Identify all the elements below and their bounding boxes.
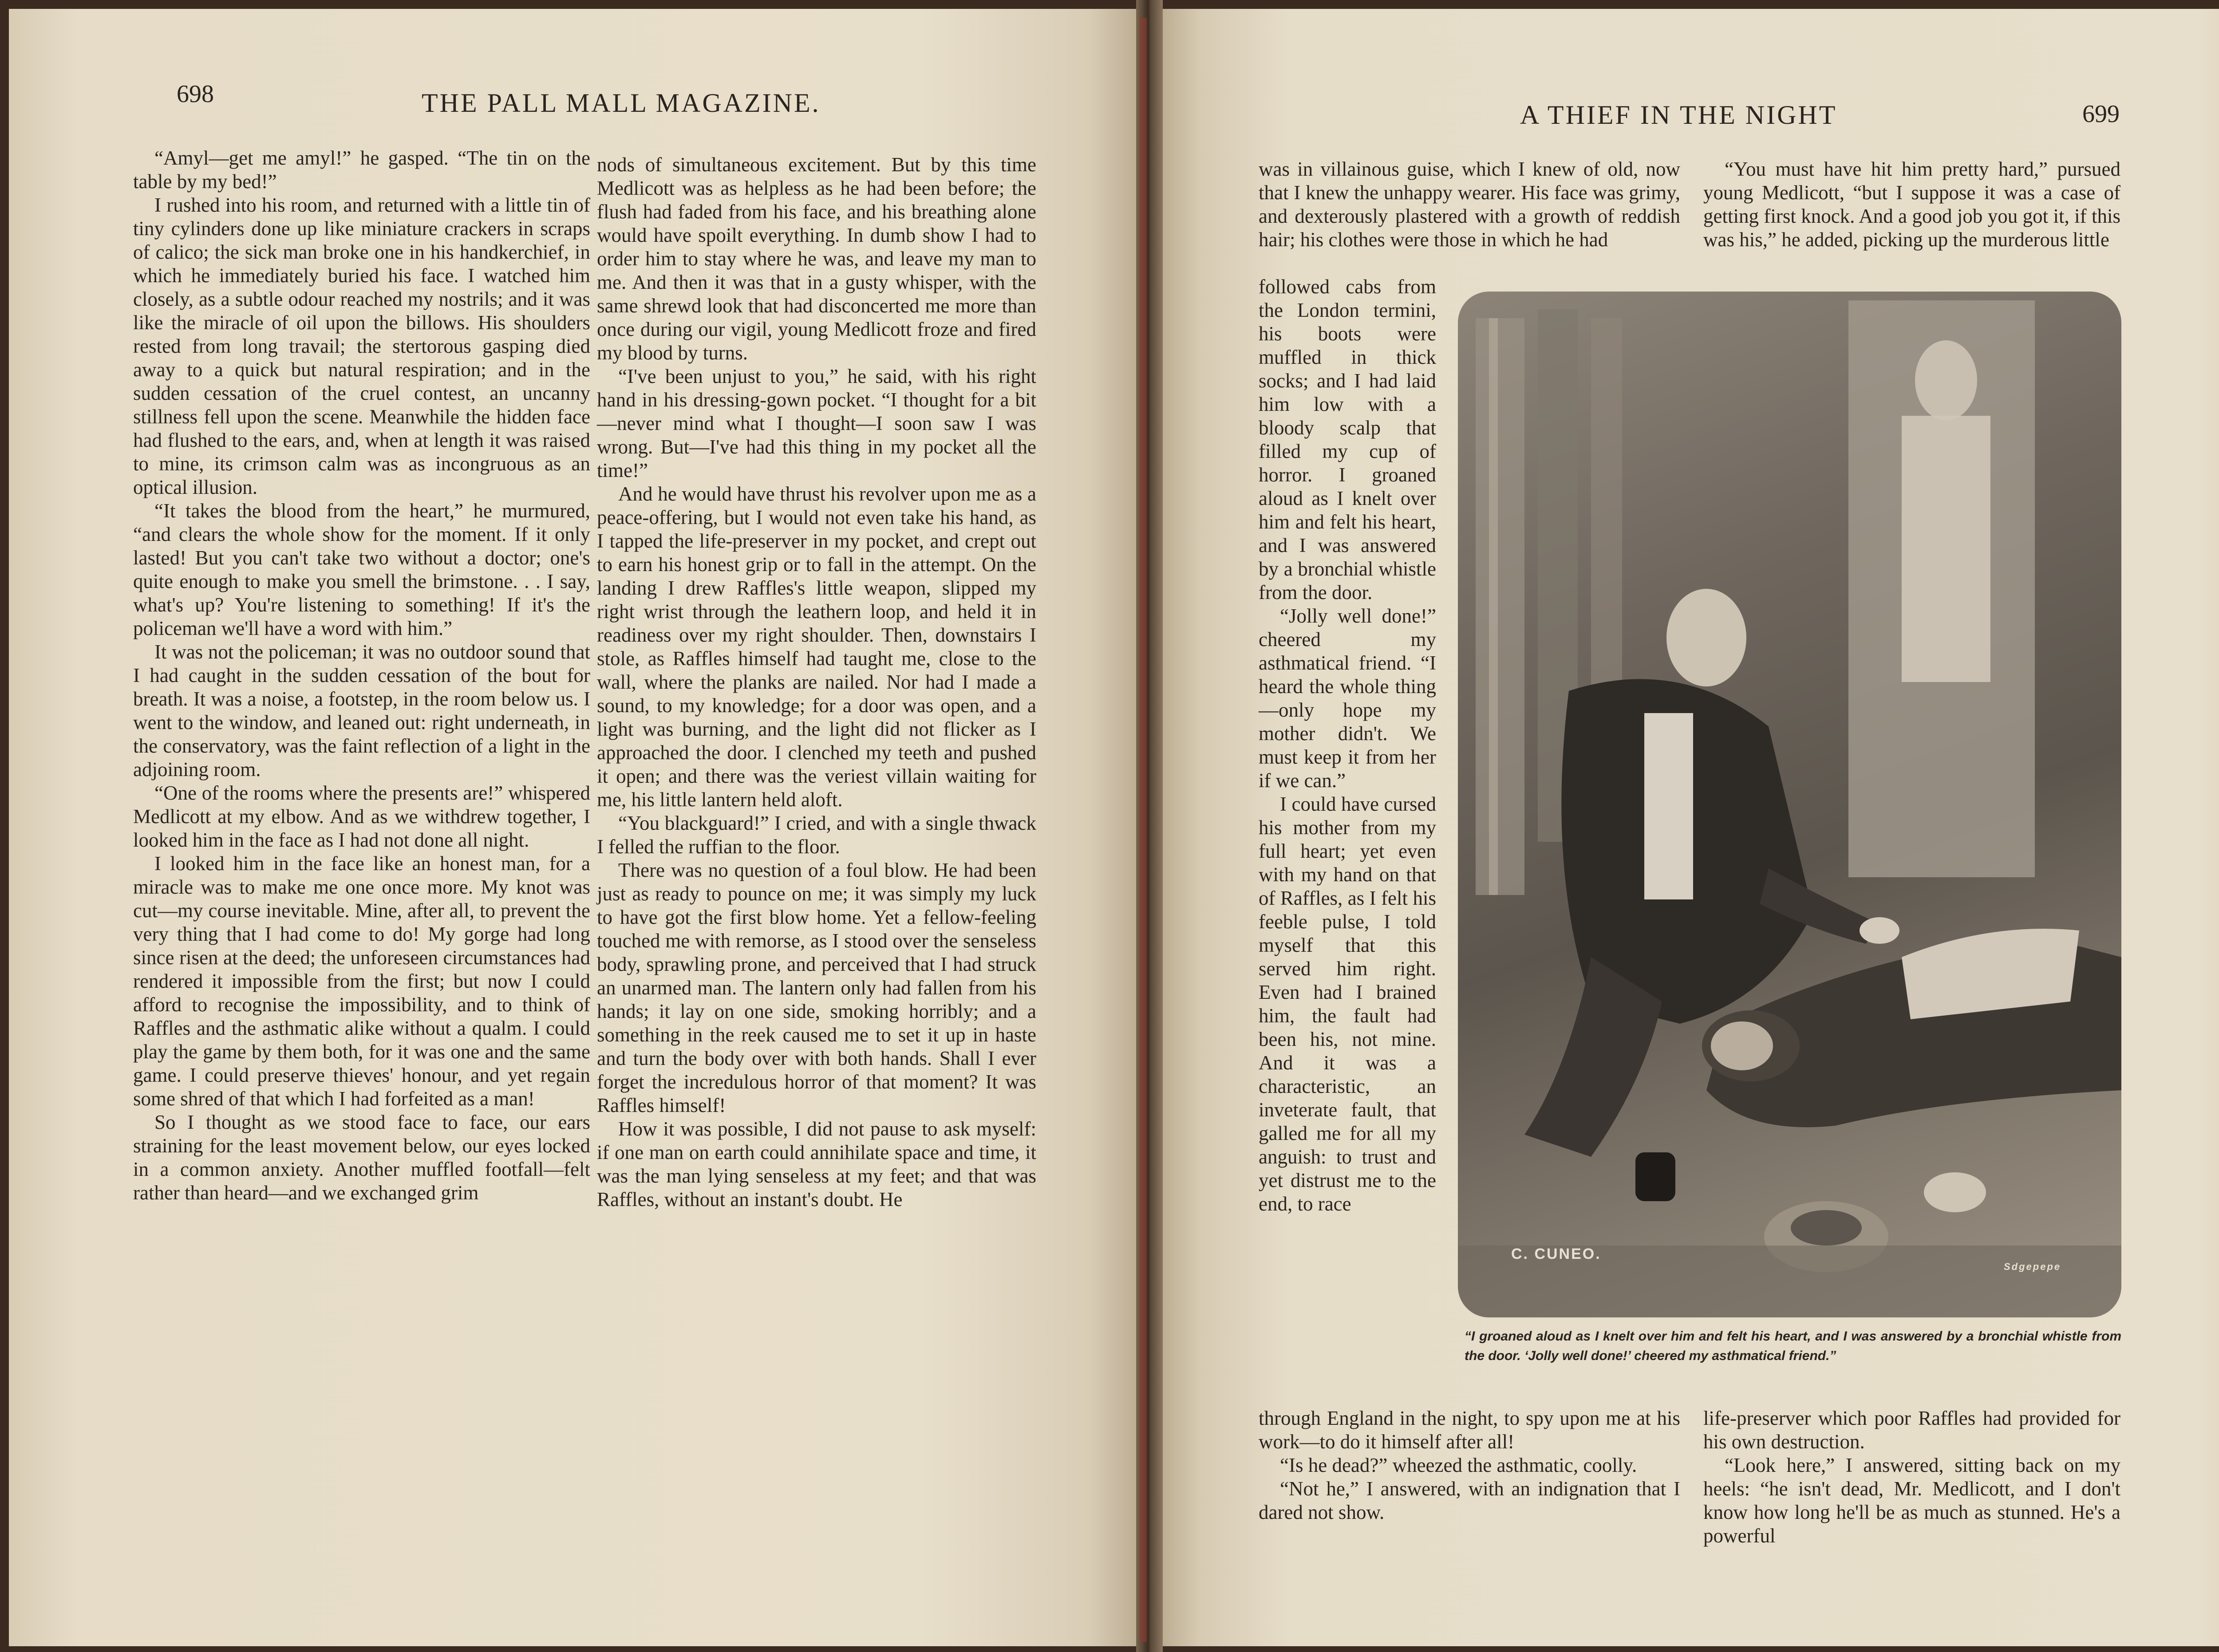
right-column-1-top [1259, 158, 1680, 252]
paragraph: through England in the night, to spy upon me at his work—to do it himself after all! [1259, 1407, 1680, 1453]
artist-signature: C. CUNEO. [1511, 1246, 1601, 1262]
left-running-head: THE PALL MALL MAGAZINE. [422, 88, 821, 118]
paragraph: “Jolly well done!” cheered my asthmatical friend. “I heard the whole thing—only hope my mother didn't. We must keep it from her if we can.” [1259, 605, 1436, 792]
paragraph: I looked him in the face like an honest man, for a miracle was to make me one once more. My knot was cut—my course inevitable. Mine, after all, to prevent the very thing that I had come to do! My gorge had long since risen at the deed; the unforeseen circumstances had rendered it impossible from the first; but now I could afford to recognise the impossibility, and to think of Raffles and the asthmatic alike without a qualm. I could play the game by them both, for it was one and the same game. I could preserve thieves' honour, and yet regain some shred of that which I had forfeited as a man! [133, 852, 590, 1110]
paragraph: “Not he,” I answered, with an indignation that I dared not show. [1259, 1478, 1680, 1523]
paragraph: “You blackguard!” I cried, and with a single thwack I felled the ruffian to the floor. [597, 812, 1036, 858]
paragraph: nods of simultaneous excitement. But by this time Medlicott was as helpless as he had been before; the flush had faded from his face, and his breathing alone would have spoilt everything. In dumb show I had to order him to stay where he was, and leave my man to me. And then it was that in a gusty whisper, with the same shrewd look that had disconcerted me more than once during our vigil, young Medlicott froze and fired my blood by turns. [597, 154, 1036, 364]
illustration [1458, 292, 2121, 1317]
right-running-head: A THIEF IN THE NIGHT [1520, 100, 1837, 130]
paragraph: It was not the policeman; it was no outdoor sound that I had caught in the sudden cessation of the bout for breath. It was a noise, a footstep, in the room below us. I went to the window, and leaned out: right underneath, in the conservatory, was the faint reflection of a light in the adjoining room. [133, 641, 590, 781]
paragraph: followed cabs from the London termini, his boots were muffled in thick socks; and I had laid him low with a bloody scalp that filled my cup of horror. I groaned aloud as I knelt over him and felt his heart, and I was answered by a bronchial whistle from the door. [1259, 276, 1436, 603]
paragraph: “I've been unjust to you,” he said, with his right hand in his dressing-gown pocket. “I thought for a bit—never mind what I thought—I soon saw I was wrong. But—I've had this thing in my pocket all the time!” [597, 365, 1036, 481]
left-page-number: 698 [177, 80, 214, 108]
paragraph: life-preserver which poor Raffles had provided for his own destruction. [1703, 1407, 2120, 1453]
paragraph: “Is he dead?” wheezed the asthmatic, coolly. [1280, 1454, 1637, 1476]
left-column-2 [597, 153, 1036, 1211]
right-column-2-top [1703, 158, 2120, 252]
paragraph: “Look here,” I answered, sitting back on my heels: “he isn't dead, Mr. Medlicott, and I don't know how long he'll be as much as stunned. He's a powerful [1703, 1454, 2120, 1547]
right-page-number: 699 [2082, 100, 2120, 128]
engraver-signature: Sdgepepe [2004, 1261, 2061, 1272]
paragraph: “You must have hit him pretty hard,” pursued young Medlicott, “but I suppose it was a case of getting first knock. And a good job you got it, if this was his,” he added, picking up the murderous little [1703, 158, 2120, 251]
paragraph: was in villainous guise, which I knew of old, now that I knew the unhappy wearer. His face was grimy, and dexterously plastered with a growth of reddish hair; his clothes were those in which he had [1259, 158, 1680, 251]
paragraph: “It takes the blood from the heart,” he murmured, “and clears the whole show for the moment. If it only lasted! But you can't take two without a doctor; one's quite enough to make you smell the brimstone. . . I say, what's up? You're listening to something! If it's the policeman we'll have a word with him.” [133, 500, 590, 639]
left-column-1 [133, 146, 590, 1205]
binding-edge [1140, 18, 1147, 1642]
illustration-drawing [1458, 292, 2121, 1317]
paragraph: And he would have thrust his revolver upon me as a peace-offering, but I would not even take his hand, as I tapped the life-preserver in my pocket, and crept out to earn his honest grip or to fall in the attempt. On the landing I drew Raffles's little weapon, slipped my right wrist through the leathern loop, and held it in readiness over my right shoulder. Then, downstairs I stole, as Raffles himself had taught me, close to the wall, where the planks are nailed. Nor had I made a sound, to my knowledge; for a door was open, and a light was burning, and the light did not flicker as I approached the door. I clenched my teeth and pushed it open; and there was the veriest villain waiting for me, his little lantern held aloft. [597, 483, 1036, 811]
paragraph: I rushed into his room, and returned with a little tin of tiny cylinders done up like miniature crackers in scraps of calico; the sick man broke one in his handkerchief, in which he immediately buried his face. I watched him closely, as a subtle odour reached my nostrils; and it was like the miracle of oil upon the billows. His shoulders rested from long travail; the stertorous gasping died away to a quick but natural respiration; and in the sudden cessation of the cruel contest, an uncanny stillness fell upon the scene. Meanwhile the hidden face had flushed to the ears, and, when at length it was raised to mine, its crimson calm was as incongruous as an optical illusion. [133, 194, 590, 498]
paragraph: There was no question of a foul blow. He had been just as ready to pounce on me; it was simply my luck to have got the first blow home. Yet a fellow-feeling touched me with remorse, as I stood over the senseless body, sprawling prone, and perceived that I had struck an unarmed man. The lantern only had fallen from his hands; it lay on one side, smoking horribly; and a something in the reek caused me to set it up in haste and turn the body over with both hands. Shall I ever forget the incredulous horror of that moment? It was Raffles himself! [597, 859, 1036, 1116]
right-column-1-narrow [1259, 275, 1436, 1216]
right-column-2-bottom [1703, 1407, 2120, 1548]
paragraph: “Amyl—get me amyl!” he gasped. “The tin on the table by my bed!” [133, 147, 590, 193]
paragraph: I could have cursed his mother from my full heart; yet even with my hand on that of Raffles, as I felt his feeble pulse, I told myself that this served him right. Even had I brained him, the fault had been his, not mine. And it was a characteristic, an inveterate fault, that galled me for all my anguish: to trust and yet distrust me to the end, to race [1259, 793, 1436, 1215]
illustration-caption: “I groaned aloud as I knelt over him and felt his heart, and I was answered by a bronchial whistle from the door. ‘Jolly well done!’ cheered my asthmatical friend.” [1465, 1329, 2121, 1363]
paragraph: So I thought as we stood face to face, our ears straining for the least movement below, our eyes locked in a common anxiety. Another muffled footfall—felt rather than heard—and we exchanged grim [133, 1111, 590, 1204]
paragraph: “One of the rooms where the presents are!” whispered Medlicott at my elbow. And as we withdrew together, I looked him in the face as I had not done all night. [133, 782, 590, 851]
right-column-1-bottom [1259, 1407, 1680, 1524]
paragraph: How it was possible, I did not pause to ask myself: if one man on earth could annihilate space and time, it was the man lying senseless at my feet; and that was Raffles, without an instant's doubt. He [597, 1118, 1036, 1210]
